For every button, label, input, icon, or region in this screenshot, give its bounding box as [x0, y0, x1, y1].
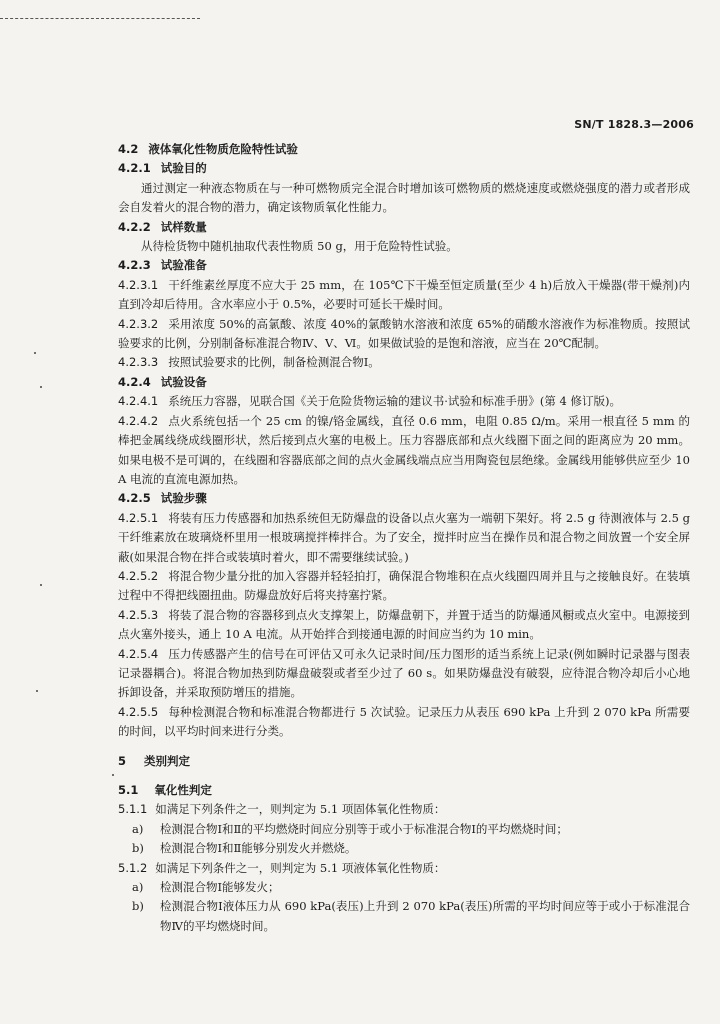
clause [118, 276, 690, 315]
clause-text: 按照试验要求的比例，制备检测混合物Ⅰ。 [168, 355, 380, 370]
section-number: 5 [118, 753, 127, 768]
clause-number: 4.2.5.5 [118, 704, 159, 719]
section-heading-4-2-5 [118, 489, 690, 508]
clause [118, 509, 690, 567]
clause-number: 4.2.3.1 [118, 277, 159, 292]
document-body [118, 140, 690, 936]
clause [118, 800, 690, 819]
clause-number: 4.2.3.2 [118, 316, 159, 331]
section-heading-4-2-1 [118, 159, 690, 178]
clause [118, 606, 690, 645]
section-title: 液体氧化性物质危险特性试验 [148, 142, 298, 156]
section-heading-4-2-2 [118, 218, 690, 237]
list-text: 检测混合物Ⅰ液体压力从 690 kPa(表压)上升到 2 070 kPa(表压)所需的平均时间应等于或小于标准混合物Ⅳ的平均燃烧时间。 [160, 899, 690, 933]
scan-speck [40, 584, 42, 586]
clause-number: 4.2.5.3 [118, 607, 159, 622]
clause [118, 567, 690, 606]
section-heading-5 [118, 752, 690, 771]
section-heading-5-1 [118, 781, 690, 800]
list-item [118, 820, 690, 839]
clause-number: 5.1.2 [118, 860, 148, 875]
section-title: 氧化性判定 [154, 783, 212, 797]
section-title: 试验目的 [160, 161, 207, 176]
list-marker: b) [132, 841, 144, 856]
standard-code: SN/T 1828.3—2006 [574, 118, 694, 131]
section-heading-4-2 [118, 140, 690, 159]
clause [118, 353, 690, 372]
section-number: 4.2.4 [118, 374, 151, 389]
section-number: 5.1 [118, 783, 139, 797]
clause-text: 干纤维素丝厚度不应大于 25 mm，在 105℃下干燥至恒定质量(至少 4 h)后放入干燥器(带干燥剂)内直到冷却后待用。含水率应小于 0.5%，必要时可延长干燥时间。 [118, 277, 690, 312]
clause-number: 4.2.3.3 [118, 355, 159, 370]
clause-text: 将混合物少量分批的加入容器并轻轻拍打，确保混合物堆积在点火线圈四周并且与之接触良好。在装填过程中不得把线圈扭曲。防爆盘放好后将夹持塞拧紧。 [118, 568, 690, 603]
top-scan-rule [0, 18, 200, 19]
clause [118, 859, 690, 878]
list-item [118, 878, 690, 897]
clause-text: 如满足下列条件之一，则判定为 5.1 项液体氧化性物质： [155, 860, 446, 875]
paragraph: 从待检货物中随机抽取代表性物质 50 g，用于危险特性试验。 [141, 239, 458, 254]
section-heading-4-2-3 [118, 256, 690, 275]
list-text: 检测混合物Ⅰ和Ⅱ能够分别发火并燃烧。 [160, 841, 357, 856]
clause-number: 4.2.4.2 [118, 413, 159, 428]
scan-speck [36, 690, 38, 692]
paragraph: 通过测定一种液态物质在与一种可燃物质完全混合时增加该可燃物质的燃烧速度或燃烧强度的潜力或者形成会自发着火的混合物的潜力，确定该物质氧化性能力。 [118, 180, 690, 215]
clause-text: 如满足下列条件之一，则判定为 5.1 项固体氧化性物质： [155, 802, 446, 817]
section-number: 4.2.3 [118, 258, 151, 273]
clause-number: 5.1.1 [118, 802, 148, 817]
list-text: 检测混合物Ⅰ能够发火； [160, 880, 280, 895]
section-number: 4.2 [118, 142, 139, 156]
clause-text: 将装了混合物的容器移到点火支撑架上，防爆盘朝下，并置于适当的防爆通风橱或点火室中。电源接到点火塞外接头，通上 10 A 电流。从开始拌合到接通电源的时间应当约为 10 min。 [118, 607, 690, 642]
section-title: 试验准备 [160, 258, 207, 273]
list-text: 检测混合物Ⅰ和Ⅱ的平均燃烧时间应分别等于或小于标准混合物Ⅰ的平均燃烧时间； [160, 821, 568, 836]
section-number: 4.2.5 [118, 491, 151, 506]
clause [118, 645, 690, 703]
clause-text: 每种检测混合物和标准混合物都进行 5 次试验。记录压力从表压 690 kPa 上升到 2 070 kPa 所需要的时间，以平均时间来进行分类。 [118, 704, 690, 739]
section-title: 类别判定 [144, 753, 191, 768]
clause-text: 点火系统包括一个 25 cm 的镍/铬金属线，直径 0.6 mm，电阻 0.85 Ω/m。采用一根直径 5 mm 的棒把金属线绕成线圈形状，然后接到点火塞的电极上。压力容器底部和点火线圈下面之间的距离应为 20 mm。如果电极不是可调的，在线圈和容器底部之间的点火金属线端点应当用陶瓷包层绝缘。金属线用能够供应至少 10 A 电流的直流电源加热。 [118, 413, 690, 486]
clause-number: 4.2.5.2 [118, 568, 159, 583]
clause-text: 采用浓度 50%的高氯酸、浓度 40%的氯酸钠水溶液和浓度 65%的硝酸水溶液作为标准物质。按照试验要求的比例，分别制备标准混合物Ⅳ、Ⅴ、Ⅵ。如果做试验的是饱和溶液，应当在 20℃配制。 [118, 316, 690, 351]
list-item [118, 839, 690, 858]
clause [118, 315, 690, 354]
list-item [118, 897, 690, 936]
clause [118, 703, 690, 742]
clause [118, 392, 690, 411]
clause-text: 将装有压力传感器和加热系统但无防爆盘的设备以点火塞为一端朝下架好。将 2.5 g 待测液体与 2.5 g 干纤维素放在玻璃烧杯里用一根玻璃搅拌棒拌合。为了安全，搅拌时应当在操作员和混合物之间放置一个安全屏蔽(如果混合物在拌合或装填时着火，即不需要继续试验。) [118, 510, 690, 564]
list-marker: b) [132, 899, 144, 914]
scan-speck [40, 386, 42, 388]
clause [118, 412, 690, 490]
clause-number: 4.2.5.4 [118, 646, 159, 661]
section-heading-4-2-4 [118, 373, 690, 392]
section-title: 试验设备 [160, 374, 207, 389]
list-marker: a) [132, 821, 144, 836]
section-number: 4.2.1 [118, 161, 151, 176]
clause-number: 4.2.4.1 [118, 394, 159, 409]
section-title: 试样数量 [160, 219, 207, 234]
scan-speck [34, 352, 36, 354]
section-title: 试验步骤 [160, 491, 207, 506]
section-number: 4.2.2 [118, 219, 151, 234]
list-marker: a) [132, 880, 144, 895]
clause-text: 压力传感器产生的信号在可评估又可永久记录时间/压力图形的适当系统上记录(例如瞬时记录器与图表记录器耦合)。将混合物加热到防爆盘破裂或者至少过了 60 s。如果防爆盘没有破裂，应待混合物冷却后小心地拆卸设备，并采取预防增压的措施。 [118, 646, 690, 700]
clause-number: 4.2.5.1 [118, 510, 159, 525]
scan-speck [112, 774, 114, 776]
clause-text: 系统压力容器，见联合国《关于危险货物运输的建议书·试验和标准手册》(第 4 修订版)。 [168, 394, 621, 409]
